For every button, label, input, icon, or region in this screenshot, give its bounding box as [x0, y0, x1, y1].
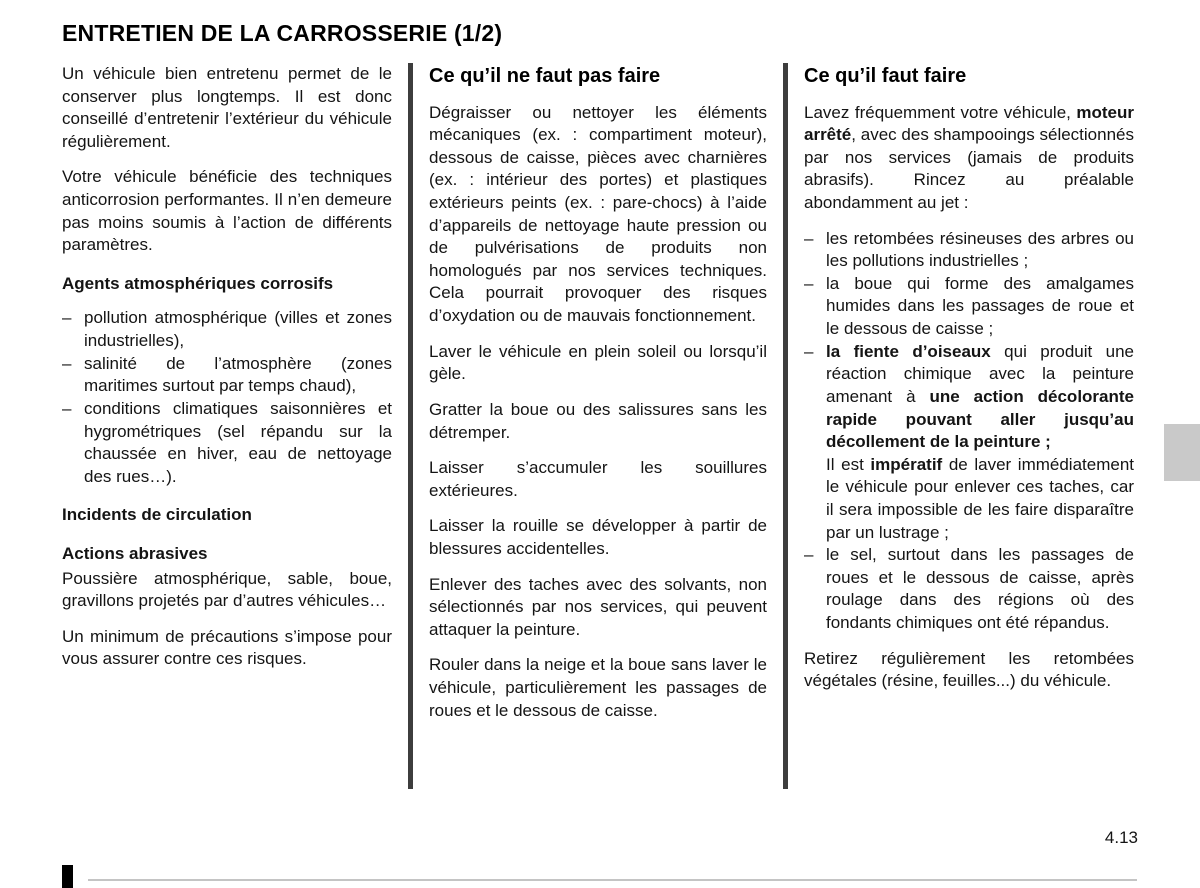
text-run: Il est [826, 454, 871, 474]
text-run: Rouler dans la neige et la boue sans laver le véhicule, particulièrement les passages de roues et le dessous de caisse. [429, 655, 767, 720]
text-run: salinité de l’atmosphère (zones maritimes surtout par temps chaud), [84, 353, 392, 396]
section-tab [1164, 424, 1200, 481]
text-run: Gratter la boue ou des salissures sans les détremper. [429, 399, 767, 442]
content-columns [0, 63, 1200, 789]
list-item-text [826, 273, 1134, 341]
text-run: Un véhicule bien entretenu permet de le conserver plus longtemps. Il est donc conseillé d’entretenir l’extérieur du véhicule régulièrement. [62, 64, 392, 151]
paragraph [429, 102, 767, 328]
section-heading: Agents atmosphériques corrosifs [62, 273, 334, 293]
print-mark [62, 865, 73, 888]
paragraph [429, 341, 767, 386]
text-run: Laver le véhicule en plein soleil ou lorsqu’il gèle. [429, 341, 767, 384]
paragraph [62, 166, 392, 256]
paragraph [62, 568, 392, 613]
bold-text: impératif [870, 454, 943, 474]
paragraph [804, 102, 1134, 215]
content-column-left [62, 63, 392, 684]
text-run: de laver immédiatement le véhicule pour enlever ces taches, car il sera impossible de les faire disparaître par un lustrage ; [826, 454, 1135, 542]
dash-marker: – [62, 353, 72, 373]
list-item [804, 544, 1134, 634]
list-item [62, 353, 392, 398]
text-run: Un minimum de précautions s’impose pour vous assurer contre ces risques. [62, 626, 392, 669]
paragraph [62, 63, 392, 153]
page-title: ENTRETIEN DE LA CARROSSERIE (1/2) [62, 20, 503, 46]
text-run: Lavez fréquemment votre véhicule, [804, 102, 1077, 122]
list-item-text [826, 228, 1134, 273]
text-run: les retombées résineuses des arbres ou les pollutions industrielles ; [826, 228, 1134, 271]
list-item-text [826, 341, 1134, 544]
dash-marker: – [804, 545, 814, 565]
text-run: Laisser s’accumuler les souillures extérieures. [429, 458, 767, 500]
text-run: Laisser la rouille se développer à partir de blessures accidentelles. [429, 516, 767, 558]
text-run: qui produit une réaction chimique avec la peinture amenant à [826, 341, 1134, 406]
text-run: Poussière atmosphérique, sable, boue, gravillons projetés par d’autres véhicules… [62, 568, 392, 611]
column-heading-do: Ce qu’il faut faire [804, 65, 967, 87]
paragraph [429, 574, 767, 642]
text-run: Dégraisser ou nettoyer les éléments mécaniques (ex. : compartiment moteur), dessous de caisse, pièces avec charnières (ex. : intérieur des portes) et plastiques extérieurs peints (ex. : pare-chocs) à l’aide d’appareils de nettoyage haute pression ou de pulvérisations de produits non homologués par nos services techniques. Cela pourrait provoquer des risques d’oxydation ou de mauvais fonctionnement. [429, 102, 767, 326]
list-item [62, 307, 392, 352]
text-run: Votre véhicule bénéficie des techniques anticorrosion performantes. Il n’en demeure pas moins soumis à l’action de différents paramètres. [62, 167, 392, 255]
dash-marker: – [804, 228, 814, 248]
list-item [62, 398, 392, 488]
text-run: conditions climatiques saisonnières et hygrométriques (sel répandu sur la chaussée en hiver, eau de nettoyage des rues…). [84, 398, 392, 486]
text-run: la boue qui forme des amalgames humides dans les passages de roue et le dessous de caisse ; [826, 273, 1134, 339]
list-item-text [84, 353, 392, 398]
dash-list [804, 228, 1134, 635]
dash-marker: – [62, 398, 72, 418]
page-number: 4.13 [1104, 828, 1138, 847]
bold-text: la fiente d’oiseaux [826, 341, 991, 361]
text-run: le sel, surtout dans les passages de roues et le dessous de caisse, après roulage dans des régions où des fondants chimiques ont été répandus. [826, 545, 1134, 632]
content-column-right [804, 63, 1134, 706]
bold-text: moteur arrêté [804, 102, 1134, 145]
list-item [804, 341, 1134, 544]
paragraph [62, 626, 392, 671]
paragraph [429, 457, 767, 502]
paragraph [429, 515, 767, 560]
dash-marker: – [804, 341, 814, 361]
content-column-middle [429, 63, 767, 735]
section-heading: Actions abrasives [62, 543, 208, 563]
column-heading-dont: Ce qu’il ne faut pas faire [429, 65, 661, 87]
section-heading: Incidents de circulation [62, 505, 252, 525]
list-item-text [826, 544, 1134, 634]
text-run: Retirez régulièrement les retombées végétales (résine, feuilles...) du véhicule. [804, 648, 1134, 691]
list-item [804, 228, 1134, 273]
paragraph [804, 648, 1134, 693]
column-divider [783, 63, 788, 789]
dash-marker: – [804, 273, 814, 293]
text-run: Enlever des taches avec des solvants, non sélectionnés par nos services, qui peuvent attaquer la peinture. [429, 574, 767, 639]
paragraph [429, 399, 767, 444]
column-divider [408, 63, 413, 789]
text-run: pollution atmosphérique (villes et zones industrielles), [84, 308, 392, 351]
list-item [804, 273, 1134, 341]
text-run: , avec des shampooings sélectionnés par nos services (jamais de produits abrasifs). Rincez au préalable abondamment au jet : [804, 125, 1134, 213]
paragraph [429, 654, 767, 722]
dash-marker: – [62, 308, 72, 328]
list-item-text [84, 398, 392, 488]
footer-rule [88, 879, 1137, 881]
bold-text: une action décolorante rapide pouvant aller jusqu’au décollement de la peinture ; [826, 386, 1134, 452]
list-item-text [84, 307, 392, 352]
dash-list [62, 307, 392, 488]
